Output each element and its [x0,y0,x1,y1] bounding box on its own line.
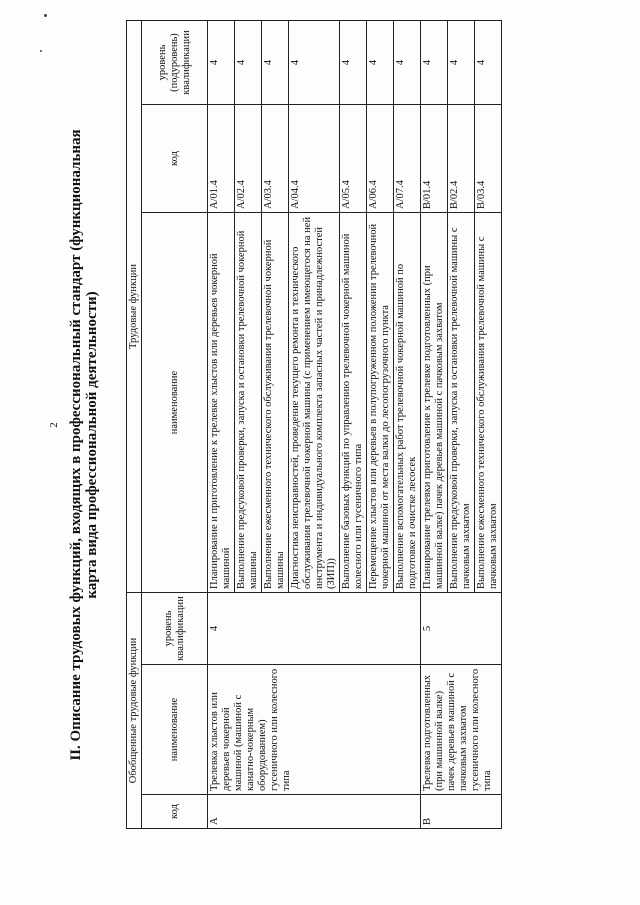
group-code: B [421,795,502,829]
page-number: 2 [48,422,60,428]
function-code: B/02.4 [448,105,475,213]
header-row-1 [127,20,142,828]
header-code: код [142,795,208,829]
function-name: Выполнение предсуковой проверки, запуска и остановки трелевочной машины с пачковым захватом [448,213,475,593]
function-sublevel: 4 [448,20,475,104]
header-name: наименование [142,665,208,795]
function-name: Выполнение ежесменного технического обслуживания трелевочной чокерной машины [262,213,289,593]
function-name: Выполнение ежесменного технического обслуживания трелевочной машины с пачковым захватом [475,213,502,593]
table-row [421,20,448,828]
function-sublevel: 4 [340,20,367,104]
scan-speck [40,50,42,52]
function-name: Выполнение вспомогательных работ трелевочной чокерной машиной по подготовке и очистке лесосек [394,213,421,593]
function-code: A/06.4 [367,105,394,213]
function-code: A/04.4 [289,105,340,213]
function-name: Выполнение предсуковой проверки, запуска и остановки трелевочной чокерной машины [235,213,262,593]
function-sublevel: 4 [475,20,502,104]
function-sublevel: 4 [289,20,340,104]
function-code: B/03.4 [475,105,502,213]
section-title-line-1: II. Описание трудовых функций, входящих в профессиональный стандарт (функциональная [68,129,84,761]
function-sublevel: 4 [394,20,421,104]
function-code: A/02.4 [235,105,262,213]
function-name: Перемещение хлыстов или деревьев в полупогруженном положении трелевочной чокерной машиной от места валки до лесопогрузочного пункта [367,213,394,593]
header-sublevel: уровень (подуровень) квалификации [142,20,208,104]
function-sublevel: 4 [235,20,262,104]
function-code: A/07.4 [394,105,421,213]
group-level: 5 [421,593,502,665]
function-sublevel: 4 [421,20,448,104]
function-sublevel: 4 [367,20,394,104]
header-level: уровень квалификации [142,593,208,665]
functional-map-table [126,20,502,829]
group-name: Трелевка подготовленных (при машинной валке) пачек деревьев машиной с пачковым захватом гусеничного или колесного типа [421,665,502,795]
function-name: Планирование трелевки приготовление к трелевке подготовленных (при машинной валке) пачек деревьев машиной с пачковым захватом [421,213,448,593]
function-code: A/05.4 [340,105,367,213]
header-labor: Трудовые функции [127,20,142,592]
section-title [68,45,100,845]
group-level: 4 [208,593,421,665]
header-function-code: код [142,105,208,213]
function-sublevel: 4 [208,20,235,104]
function-name: Выполнение базовых функций по управлению трелевочной чокерной машиной колесного или гусеничного типа [340,213,367,593]
header-function-name: наименование [142,213,208,593]
function-code: A/03.4 [262,105,289,213]
group-code: A [208,795,421,829]
function-code: B/01.4 [421,105,448,213]
group-name: Трелевка хлыстов или деревьев чокерной машиной (машиной с канатно-чокерным оборудованием) гусеничного или колесного типа [208,665,421,795]
table-row [208,20,235,828]
function-name: Планирование и приготовление к трелевке хлыстов или деревьев чокерной машиной [208,213,235,593]
header-generalized: Обобщенные трудовые функции [127,593,142,829]
section-title-line-2: карта вида профессиональной деятельности) [84,291,100,599]
scan-speck [44,14,47,17]
header-row-2 [142,20,208,828]
function-sublevel: 4 [262,20,289,104]
function-code: A/01.4 [208,105,235,213]
function-name: Диагностика неисправностей, проведение текущего ремонта и технического обслуживания трелевочной чокерной машины (с применением имеющегося на ней инструмента и индивидуального комплекта запасных частей и принадлежностей (ЗИП)) [289,213,340,593]
